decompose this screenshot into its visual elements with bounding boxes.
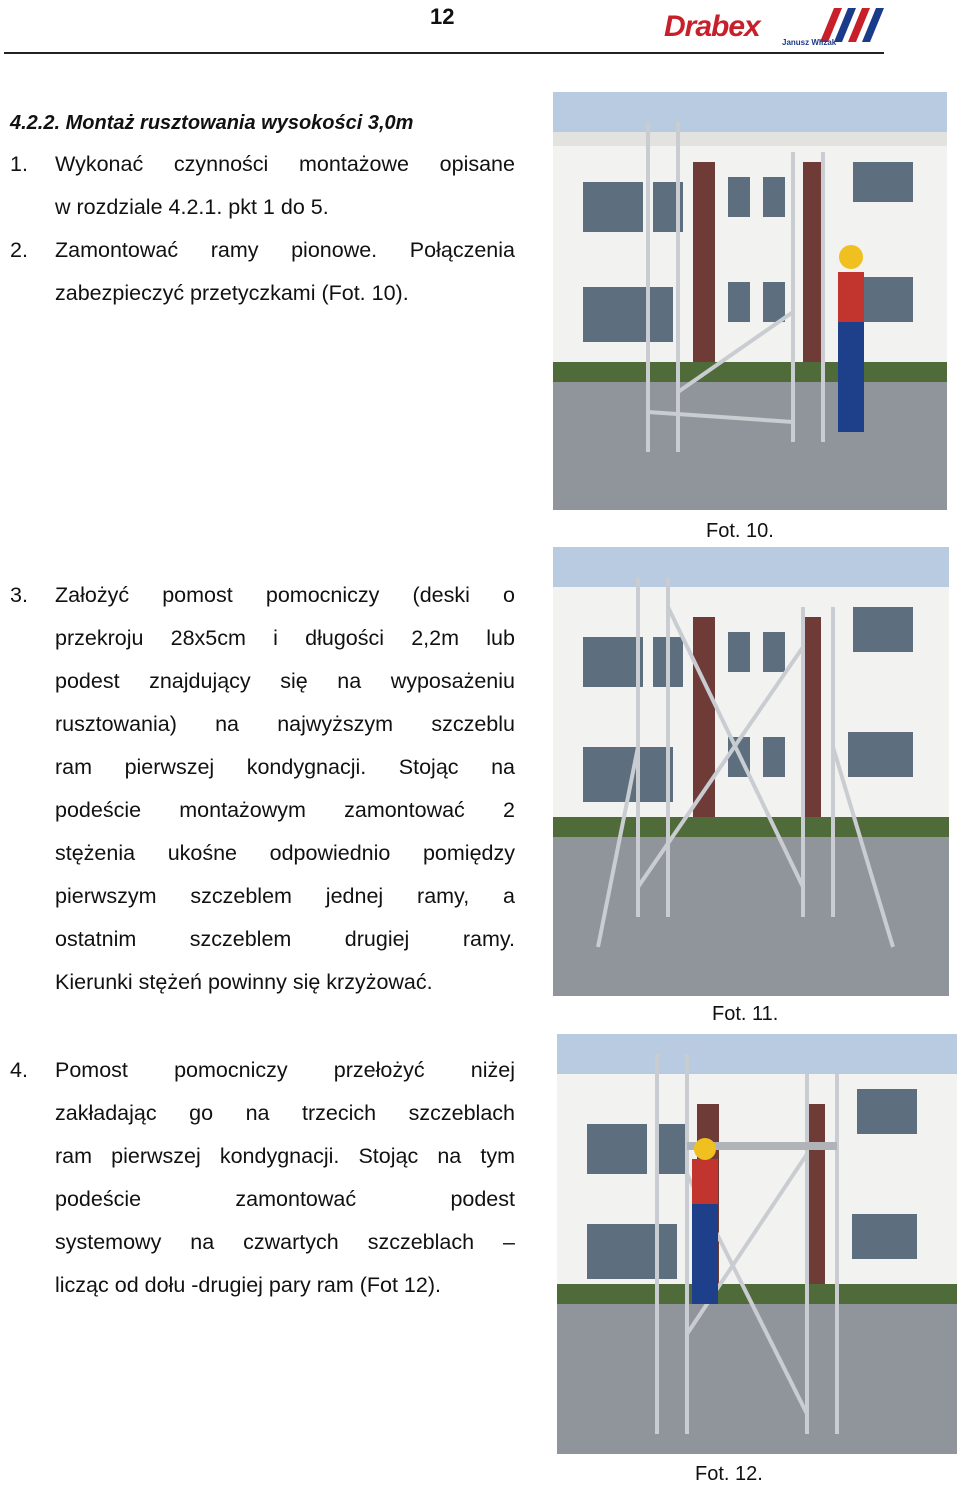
step-line: w rozdziale 4.2.1. pkt 1 do 5. (55, 195, 329, 219)
scaffold-photo-image (557, 1034, 957, 1454)
step-number: 2. (10, 238, 28, 262)
step-3 (10, 574, 515, 1004)
step-line: ram pierwszej kondygnacji. Stojąc na tym (55, 1144, 515, 1168)
step-line: ram pierwszej kondygnacji. Stojąc na (55, 755, 515, 779)
caption-fot-11: Fot. 11. (712, 1003, 779, 1025)
step-line: Wykonać czynności montażowe opisane (55, 152, 515, 176)
step-1 (10, 143, 515, 229)
step-line: podest znajdujący się na wyposażeniu (55, 669, 515, 693)
scaffold-photo-image (553, 92, 947, 510)
step-number: 3. (10, 583, 28, 607)
step-line: Zamontować ramy pionowe. Połączenia (55, 238, 515, 262)
logo-wordmark: Drabex (664, 10, 760, 43)
step-number: 1. (10, 152, 28, 176)
step-line: licząc od dołu -drugiej pary ram (Fot 12). (55, 1273, 441, 1297)
logo-subtitle: Janusz Wlizak (782, 38, 837, 47)
scaffold-photo-image (553, 547, 949, 996)
caption-fot-10: Fot. 10. (706, 520, 774, 542)
step-line: przekroju 28x5cm i długości 2,2m lub (55, 626, 515, 650)
drabex-logo (662, 8, 888, 50)
step-2 (10, 229, 515, 315)
photo-fot-12 (557, 1034, 957, 1454)
step-line: Kierunki stężeń powinny się krzyżować. (55, 970, 433, 994)
step-number: 4. (10, 1058, 28, 1082)
header-divider (4, 52, 884, 54)
step-line: systemowy na czwartych szczeblach – (55, 1230, 515, 1254)
section-title: 4.2.2. Montaż rusztowania wysokości 3,0m (10, 112, 414, 134)
logo-stripes-icon (810, 8, 890, 42)
step-line: zabezpieczyć przetyczkami (Fot. 10). (55, 281, 409, 305)
step-line: ostatnim szczeblem drugiej ramy. (55, 927, 515, 951)
step-line: Założyć pomost pomocniczy (deski o (55, 583, 515, 607)
step-line: pierwszym szczeblem jednej ramy, a (55, 884, 515, 908)
step-line: rusztowania) na najwyższym szczeblu (55, 712, 515, 736)
step-line: stężenia ukośne odpowiednio pomiędzy (55, 841, 515, 865)
step-line: podeście zamontować podest (55, 1187, 515, 1211)
page-number: 12 (430, 4, 455, 29)
photo-fot-11 (553, 547, 949, 996)
caption-fot-12: Fot. 12. (695, 1463, 763, 1485)
step-line: podeście montażowym zamontować 2 (55, 798, 515, 822)
photo-fot-10 (553, 92, 947, 510)
step-4 (10, 1049, 515, 1307)
step-line: zakładając go na trzecich szczeblach (55, 1101, 515, 1125)
step-line: Pomost pomocniczy przełożyć niżej (55, 1058, 515, 1082)
